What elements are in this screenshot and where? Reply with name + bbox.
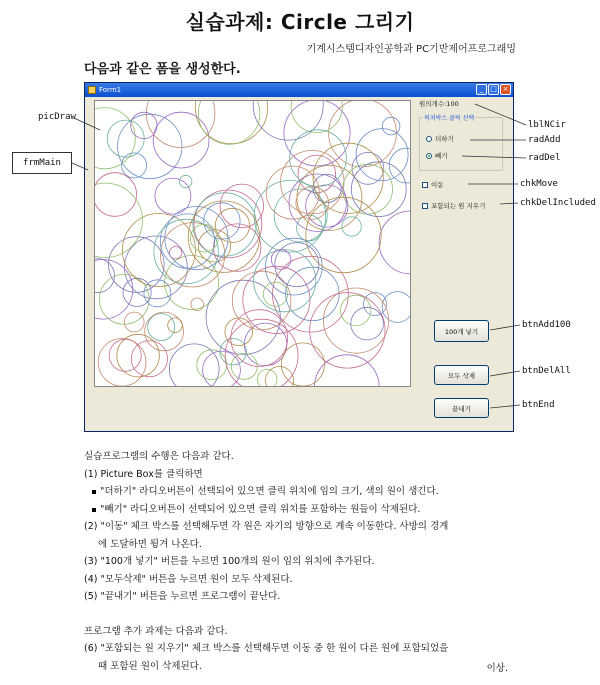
drawn-circle — [131, 341, 167, 377]
checkbox-move-box[interactable] — [422, 182, 428, 188]
checkbox-del-included-label: 포함되는 원 지우기 — [431, 202, 486, 210]
closing-text: 이상. — [486, 663, 508, 674]
body-item-6-cont: 때 포함된 원이 삭제된다. — [98, 660, 202, 672]
body-item-1: (1) Picture Box를 클릭하면 — [84, 468, 203, 480]
drawn-circle — [125, 236, 188, 299]
drawn-circle — [286, 267, 339, 320]
drawn-circle — [160, 214, 214, 268]
radio-del[interactable] — [426, 151, 448, 160]
drawn-circle — [95, 108, 135, 169]
body-item-5: (5) "끝내기" 버튼을 누르면 프로그램이 끝난다. — [84, 591, 281, 602]
body-item-4: (4) "모두삭제" 버튼을 누르면 원이 모두 삭제된다. — [84, 573, 293, 585]
drawn-circle — [274, 189, 327, 242]
checkbox-del-included[interactable] — [422, 201, 485, 210]
drawn-circle — [382, 117, 400, 135]
section-heading: 다음과 같은 폼을 생성한다. — [84, 62, 241, 77]
radio-add[interactable] — [426, 134, 454, 143]
body-item-1-bullet-1: "더하기" 라디오버튼이 선택되어 있으면 클릭 위치에 임의 크기, 색의 원이 생긴다. — [84, 483, 524, 501]
click-mode-group-label: 픽쳐박스 클릭 선택 — [424, 115, 475, 122]
drawn-circle — [266, 166, 319, 219]
drawn-circle — [275, 243, 319, 287]
radio-add-indicator[interactable] — [426, 136, 432, 142]
description-body — [84, 448, 524, 675]
body-item-2-cont: 에 도달하면 튕겨 나온다. — [98, 538, 202, 550]
close-icon[interactable]: × — [500, 84, 511, 95]
body-item-3: (3) "100개 넣기" 버튼을 누르면 100개의 원이 임의 위치에 추가된다. — [84, 556, 375, 567]
window-titlebar — [85, 83, 513, 97]
callout-picdraw: picDraw — [38, 112, 76, 122]
drawn-circle — [281, 343, 324, 386]
drawn-circle — [109, 237, 165, 293]
drawn-circle — [323, 288, 388, 353]
body-intro: 실습프로그램의 수행은 다음과 같다. — [84, 451, 234, 462]
end-button[interactable]: 끝내기 — [434, 398, 489, 418]
body-item-6: (6) "포함되는 원 지우기" 체크 박스를 선택해두면 이동 중 한 원이 다른 원에 포함되었을 — [84, 643, 449, 654]
drawn-circle — [169, 344, 219, 387]
drawn-circle — [203, 351, 241, 387]
callout-btndelall: btnDelAll — [522, 366, 571, 376]
picture-box-draw[interactable] — [94, 100, 411, 387]
drawn-circle — [351, 162, 406, 217]
drawn-circle — [343, 164, 393, 214]
checkbox-move[interactable] — [422, 180, 444, 189]
delete-all-button[interactable]: 모두 삭제 — [434, 365, 489, 385]
drawn-circle — [313, 143, 383, 213]
drawn-circle — [231, 310, 288, 367]
drawn-circle — [253, 101, 323, 140]
callout-btnadd100: btnAdd100 — [522, 320, 571, 330]
drawn-circle — [95, 173, 137, 217]
document-subtitle: 기계시스템디자인공학과 PC기반제어프로그래밍 — [306, 44, 516, 55]
drawn-circle — [329, 101, 397, 167]
drawn-circle — [95, 259, 115, 293]
drawn-circle — [98, 338, 146, 386]
app-icon — [88, 86, 96, 94]
drawn-circle — [352, 153, 384, 185]
minimize-icon[interactable]: _ — [476, 84, 487, 95]
checkbox-move-label: 이동 — [431, 181, 444, 189]
radio-del-label: 빼기 — [435, 152, 448, 160]
drawn-circle — [356, 129, 408, 181]
drawn-circle — [146, 101, 215, 148]
callout-frmmain: frmMain — [12, 152, 72, 174]
drawn-circle — [148, 314, 175, 341]
circle-count-label: 원의개수:100 — [419, 100, 459, 108]
drawn-circle — [95, 183, 142, 257]
callout-chkmove: chkMove — [520, 179, 558, 189]
drawn-circle — [379, 211, 411, 274]
click-mode-group — [419, 117, 503, 171]
callout-chkdelincluded: chkDelIncluded — [520, 198, 596, 208]
drawn-circle — [257, 370, 277, 388]
body-item-1-bullet-2: "빼기" 라디오버튼이 선택되어 있으면 클릭 위치를 포함하는 원들이 삭제된다. — [84, 501, 524, 519]
checkbox-del-included-box[interactable] — [422, 203, 428, 209]
drawn-circle — [195, 101, 267, 144]
radio-add-label: 더하기 — [435, 135, 454, 143]
drawn-circle — [145, 312, 184, 351]
document-title: 실습과제: Circle 그리기 — [185, 10, 415, 34]
callout-btnend: btnEnd — [522, 400, 555, 410]
drawn-circle — [168, 318, 183, 333]
drawn-circle — [306, 197, 381, 272]
form-window — [84, 82, 514, 432]
drawn-circle — [122, 214, 195, 287]
drawn-circle — [263, 282, 287, 306]
body-item-2: (2) "이동" 체크 박스를 선택해두면 각 원은 자기의 방향으로 계속 이동한다. 사방의 경계 — [84, 521, 449, 532]
drawn-circle — [180, 175, 192, 187]
drawn-circle — [109, 339, 141, 371]
radio-del-indicator[interactable] — [426, 153, 432, 159]
callout-radadd: radAdd — [528, 135, 561, 145]
callout-lblncir: lblNCir — [528, 120, 566, 130]
drawn-circle — [232, 271, 291, 330]
maximize-icon[interactable]: □ — [488, 84, 499, 95]
callout-raddel: radDel — [528, 153, 561, 163]
circle-canvas — [95, 101, 411, 387]
body-extra-intro: 프로그램 추가 과제는 다음과 같다. — [84, 625, 228, 637]
add-100-button[interactable]: 100개 넣기 — [434, 320, 489, 342]
window-title: Form1 — [99, 86, 122, 94]
